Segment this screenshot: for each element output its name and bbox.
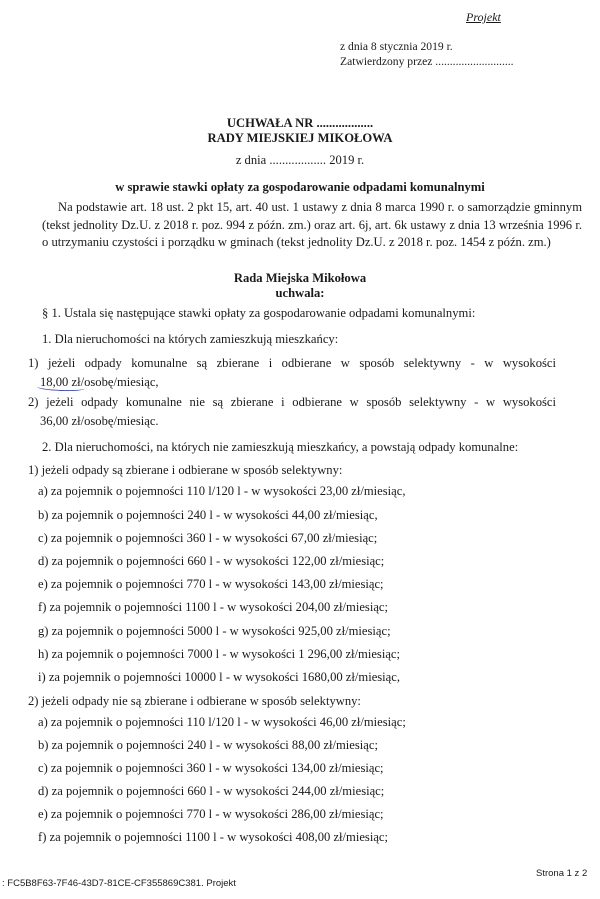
legal-basis: Na podstawie art. 18 ust. 2 pkt 15, art. 40 ust. 1 ustawy z dnia 8 marca 1990 r. o samorządzie gminnym (tekst jednolity Dz.U. z 2018 r. poz. 994 z późn. zm.) oraz art. 6j, art. 6k ustawy z dnia 13 września 1996 r. o utrzymaniu czystości i porządku w gminach (tekst jednolity Dz.U. z 2018 r. poz. 1454 z późn. zm.) — [42, 200, 582, 249]
list-item: c) za pojemnik o pojemności 360 l - w wysokości 134,00 zł/miesiąc; — [38, 761, 384, 775]
list-item: h) za pojemnik o pojemności 7000 l - w wysokości 1 296,00 zł/miesiąc; — [38, 647, 401, 661]
list-item: i) za pojemnik o pojemności 10000 l - w wysokości 1680,00 zł/miesiąc, — [38, 670, 401, 684]
list-item: 2) jeżeli odpady nie są zbierane i odbierane w sposób selektywny: — [28, 694, 361, 708]
draft-label: Projekt — [466, 10, 501, 24]
approved-by-line: Zatwierdzony przez ........................... — [340, 55, 514, 68]
list-item: f) za pojemnik o pojemności 1100 l - w wysokości 408,00 zł/miesiąc; — [38, 830, 388, 844]
pen-underline-mark — [37, 383, 85, 392]
draft-date: z dnia 8 stycznia 2019 r. — [340, 40, 453, 53]
list-item: f) za pojemnik o pojemności 1100 l - w wysokości 204,00 zł/miesiąc; — [38, 600, 388, 614]
list-item: e) za pojemnik o pojemności 770 l - w wysokości 286,00 zł/miesiąc; — [38, 807, 384, 821]
page-number: Strona 1 z 2 — [536, 868, 588, 879]
list-item: b) za pojemnik o pojemności 240 l - w wysokości 88,00 zł/miesiąc; — [38, 738, 378, 752]
list-item: 36,00 zł/osobę/miesiąc. — [40, 414, 159, 428]
council-heading: RADY MIEJSKIEJ MIKOŁOWA — [207, 131, 393, 145]
list-item: c) za pojemnik o pojemności 360 l - w wysokości 67,00 zł/miesiąc; — [38, 531, 378, 545]
resolution-number: UCHWAŁA NR .................. — [226, 116, 374, 130]
list-item: e) za pojemnik o pojemności 770 l - w wysokości 143,00 zł/miesiąc; — [38, 577, 384, 591]
list-item: g) za pojemnik o pojemności 5000 l - w wysokości 925,00 zł/miesiąc; — [38, 624, 391, 638]
list-item: b) za pojemnik o pojemności 240 l - w wysokości 44,00 zł/miesiąc, — [38, 508, 378, 522]
list-item: 2. Dla nieruchomości, na których nie zamieszkują mieszkańcy, a powstają odpady komunalne: — [42, 440, 519, 454]
resolution-subject: w sprawie stawki opłaty za gospodarowanie odpadami komunalnymi — [115, 180, 485, 194]
document-id-footer: : FC5B8F63-7F46-43D7-81CE-CF355869C381. Projekt — [2, 878, 236, 889]
resolves-label: uchwala: — [275, 286, 325, 300]
list-item: 18,00 zł/osobę/miesiąc, — [40, 375, 159, 389]
list-item: § 1. Ustala się następujące stawki opłaty za gospodarowanie odpadami komunalnymi: — [42, 306, 476, 320]
list-item: 1) jeżeli odpady komunalne są zbierane i odbierane w sposób selektywny - w wysokości — [28, 356, 556, 370]
list-item: 2) jeżeli odpady komunalne nie są zbierane i odbierane w sposób selektywny - w wysokości — [28, 395, 556, 409]
list-item: d) za pojemnik o pojemności 660 l - w wysokości 122,00 zł/miesiąc; — [38, 554, 385, 568]
list-item: a) za pojemnik o pojemności 110 l/120 l - w wysokości 23,00 zł/miesiąc, — [38, 484, 406, 498]
list-item: a) za pojemnik o pojemności 110 l/120 l - w wysokości 46,00 zł/miesiąc; — [38, 715, 406, 729]
list-item: 1) jeżeli odpady są zbierane i odbierane w sposób selektywny: — [28, 463, 343, 477]
resolution-date: z dnia .................. 2019 r. — [235, 153, 365, 167]
list-item: 1. Dla nieruchomości na których zamieszkują mieszkańcy: — [42, 332, 339, 346]
list-item: d) za pojemnik o pojemności 660 l - w wysokości 244,00 zł/miesiąc; — [38, 784, 385, 798]
council-name: Rada Miejska Mikołowa — [233, 271, 367, 285]
